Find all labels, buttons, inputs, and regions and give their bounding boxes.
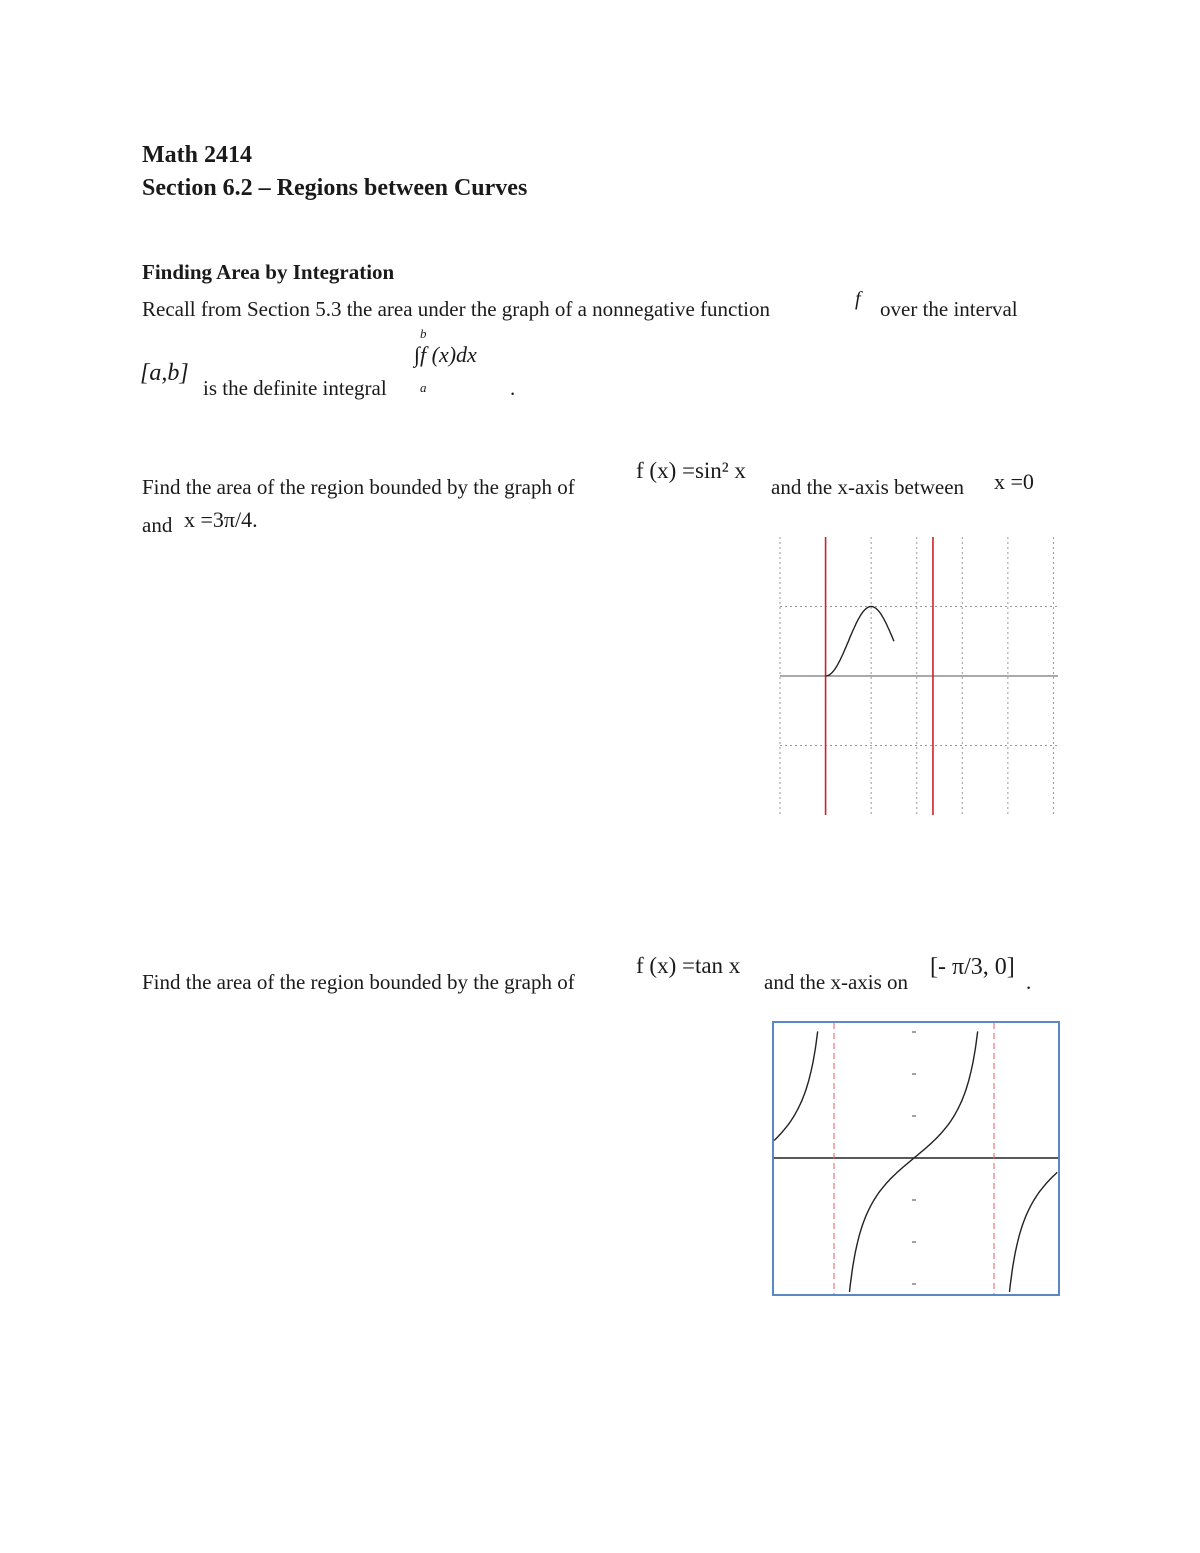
problem1-function: f (x) =sin² x (636, 458, 746, 483)
intro-heading: Finding Area by Integration (142, 260, 395, 284)
integral-upper-limit: b (420, 326, 427, 341)
problem1-text-middle: and the x-axis between (771, 475, 965, 499)
integral-lower-limit: a (420, 380, 427, 395)
intro-line1-tail: over the interval (880, 297, 1018, 321)
f-symbol: f (855, 288, 861, 310)
problem2-period: . (1026, 970, 1032, 994)
problem2-interval: [- π/3, 0] (930, 954, 1015, 980)
problem2-text-middle: and the x-axis on (764, 970, 909, 994)
problem1-text: Find the area of the region bounded by the graph of (142, 475, 575, 499)
tan-curve-branch (774, 1031, 818, 1140)
tan-curve-branch (850, 1031, 978, 1292)
problem2-text: Find the area of the region bounded by the graph of (142, 970, 575, 994)
sin-squared-graph (770, 535, 1060, 817)
problem1-x0: x =0 (994, 469, 1034, 494)
section-title: Section 6.2 – Regions between Curves (142, 175, 528, 201)
course-title: Math 2414 (142, 142, 252, 168)
problem1-and: and (142, 513, 173, 537)
integral-expression: ∫f (x)dx (414, 342, 477, 367)
problem2-function: f (x) =tan x (636, 953, 741, 978)
intro-line1: Recall from Section 5.3 the area under the graph of a nonnegative function (142, 297, 771, 321)
tan-curve-branch (1010, 1172, 1058, 1292)
sin-squared-curve (826, 607, 894, 677)
intro-line2: is the definite integral (203, 376, 387, 400)
intro-period: . (510, 376, 516, 400)
interval-ab: [a,b] (140, 360, 189, 386)
tangent-graph (772, 1021, 1060, 1296)
problem1-x1: x =3π/4. (184, 507, 258, 532)
